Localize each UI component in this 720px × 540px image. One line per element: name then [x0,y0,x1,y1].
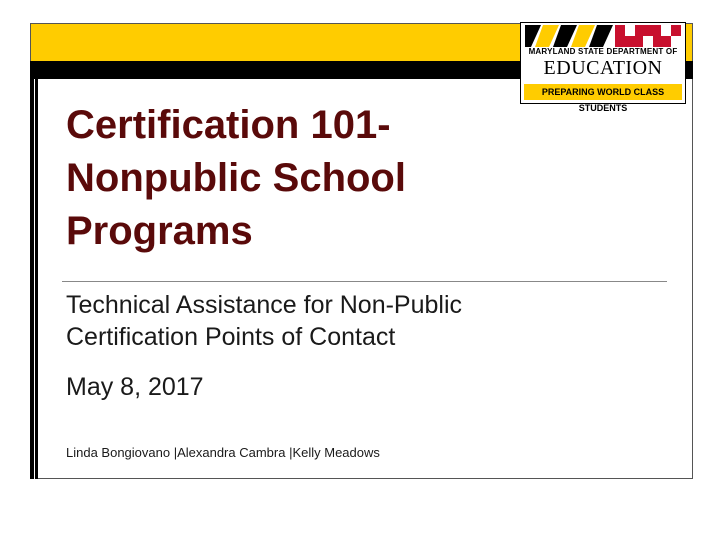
title-line-2: Nonpublic School [66,156,406,200]
slide-subtitle [66,289,626,353]
logo-department-text: MARYLAND STATE DEPARTMENT OF [528,47,678,56]
logo-tagline: PREPARING WORLD CLASS STUDENTS [524,84,682,100]
maryland-flag-icon [525,25,681,47]
presentation-date: May 8, 2017 [66,373,204,401]
title-line-3: Programs [66,209,253,253]
title-line-1: Certification 101- [66,103,391,147]
slide-title [66,99,506,258]
msde-logo [520,22,686,113]
logo-education-text: EDUCATION [543,57,663,79]
subtitle-line-2: Certification Points of Contact [66,323,396,351]
presenter-names: Linda Bongiovano |Alexandra Cambra |Kelly Meadows [66,445,380,460]
left-accent-stripe [34,79,35,479]
title-divider [62,281,667,282]
subtitle-line-1: Technical Assistance for Non-Public [66,291,463,319]
